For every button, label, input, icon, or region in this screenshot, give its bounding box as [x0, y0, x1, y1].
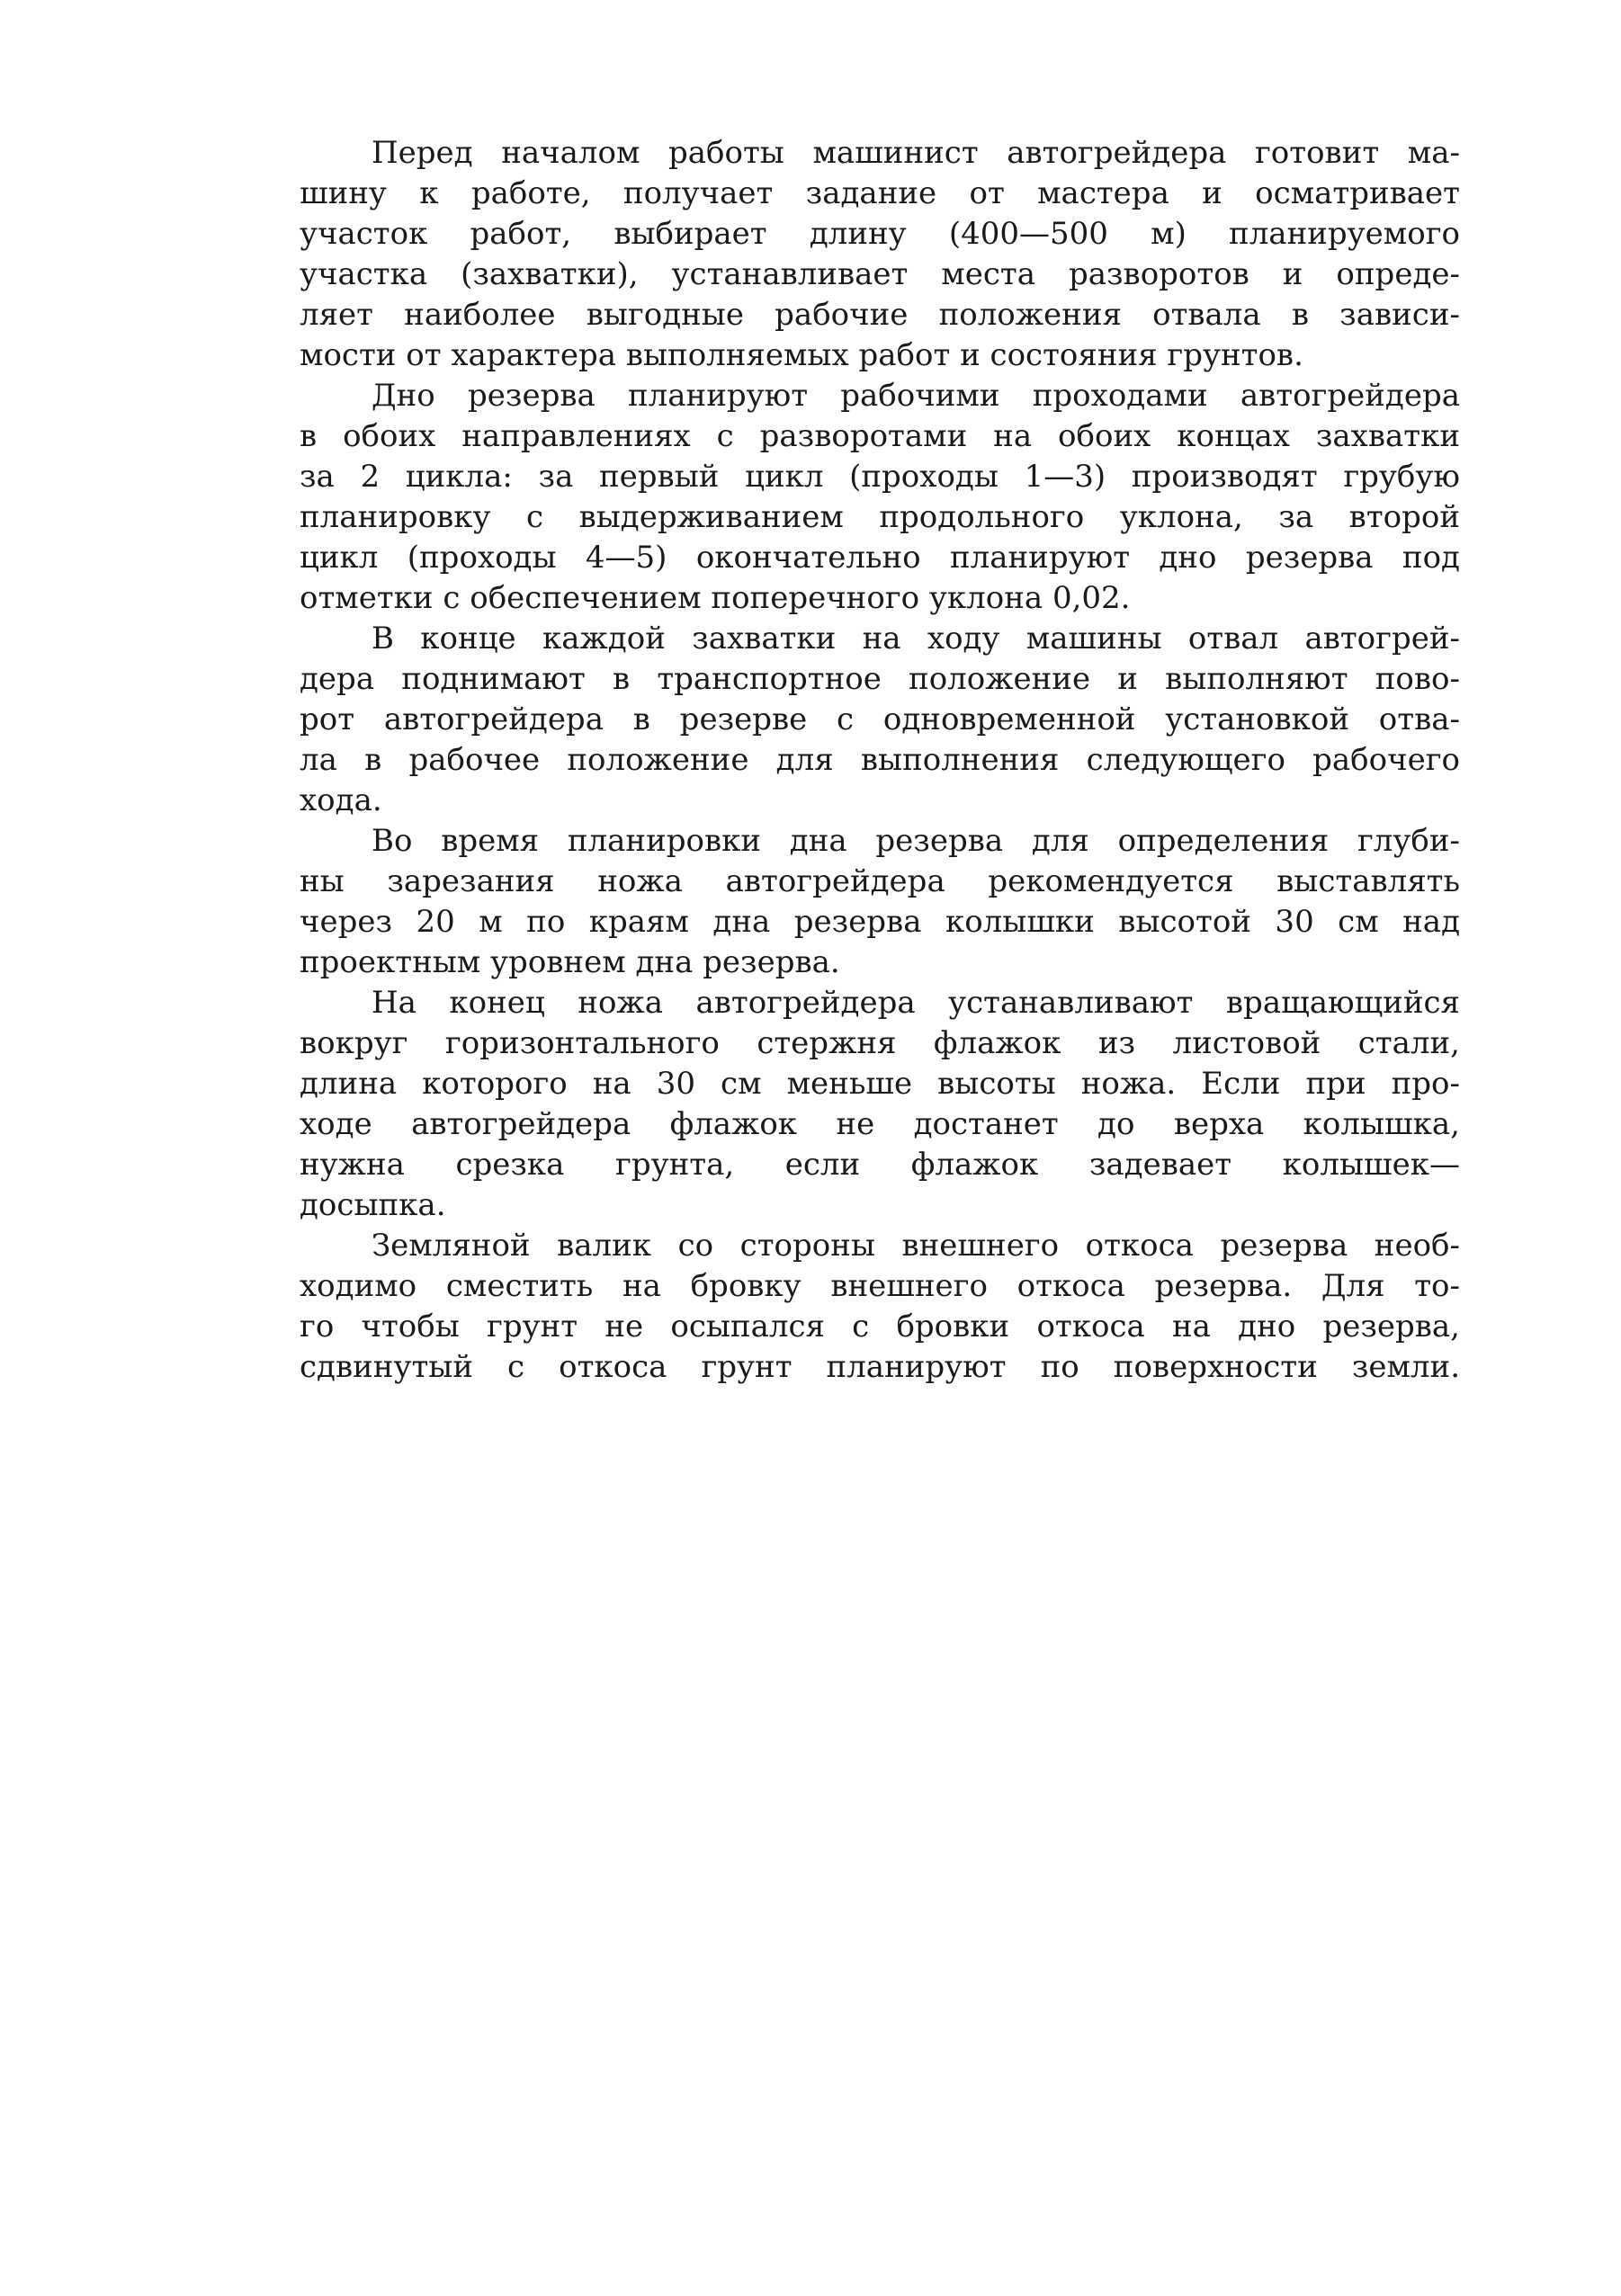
paragraph-2 — [300, 376, 1460, 619]
text-line: На конец ножа автогрейдера устанавливают вращающийся — [372, 985, 1460, 1021]
body-text — [300, 133, 1460, 1388]
text-line: хода. — [300, 782, 382, 818]
text-line: вокруг горизонтального стержня флажок из листовой стали, — [300, 1025, 1460, 1061]
text-line: ляет наиболее выгодные рабочие положения отвала в зависи- — [300, 297, 1460, 333]
paragraph-1 — [300, 133, 1460, 376]
text-line: цикл (проходы 4—5) окончательно планируют дно резерва под — [300, 540, 1460, 576]
paragraph-5 — [300, 983, 1460, 1226]
paragraph-4 — [300, 821, 1460, 983]
text-line: Во время планировки дна резерва для определения глуби- — [372, 823, 1460, 859]
text-line: шину к работе, получает задание от мастера и осматривает — [300, 175, 1460, 211]
text-line: участка (захватки), устанавливает места разворотов и опреде- — [300, 256, 1460, 292]
paragraph-3 — [300, 619, 1460, 821]
text-line: рот автогрейдера в резерве с одновременной установкой отва- — [300, 701, 1460, 737]
text-line: проектным уровнем дна резерва. — [300, 944, 840, 980]
text-line: ходимо сместить на бровку внешнего откоса резерва. Для то- — [300, 1268, 1460, 1304]
text-line: ла в рабочее положение для выполнения следующего рабочего — [300, 742, 1460, 778]
text-line: досыпка. — [300, 1187, 446, 1223]
text-line: нужна срезка грунта, если флажок задевает колышек— — [300, 1147, 1460, 1183]
text-line: отметки с обеспечением поперечного уклона 0,02. — [300, 580, 1131, 616]
text-line: ходе автогрейдера флажок не достанет до верха колышка, — [300, 1106, 1460, 1142]
text-line: за 2 цикла: за первый цикл (проходы 1—3) производят грубую — [300, 459, 1460, 495]
text-line: участок работ, выбирает длину (400—500 м) планируемого — [300, 216, 1460, 252]
text-line: Земляной валик со стороны внешнего откоса резерва необ- — [372, 1228, 1460, 1264]
text-line: сдвинутый с откоса грунт планируют по поверхности земли. — [300, 1349, 1460, 1385]
text-line: дера поднимают в транспортное положение и выполняют пово- — [300, 661, 1460, 697]
text-line: Перед началом работы машинист автогрейдера готовит ма- — [372, 135, 1460, 171]
text-line: длина которого на 30 см меньше высоты ножа. Если при про- — [300, 1066, 1460, 1102]
text-line: ны зарезания ножа автогрейдера рекомендуется выставлять — [300, 863, 1460, 899]
text-line: Дно резерва планируют рабочими проходами автогрейдера — [372, 378, 1460, 414]
text-line: планировку с выдерживанием продольного уклона, за второй — [300, 499, 1460, 535]
text-line: В конце каждой захватки на ходу машины отвал автогрей- — [372, 621, 1460, 657]
paragraph-6 — [300, 1226, 1460, 1388]
text-line: мости от характера выполняемых работ и состояния грунтов. — [300, 337, 1303, 373]
text-line: го чтобы грунт не осыпался с бровки откоса на дно резерва, — [300, 1309, 1460, 1345]
text-line: в обоих направлениях с разворотами на обоих концах захватки — [300, 418, 1460, 454]
text-line: через 20 м по краям дна резерва колышки высотой 30 см над — [300, 904, 1460, 940]
